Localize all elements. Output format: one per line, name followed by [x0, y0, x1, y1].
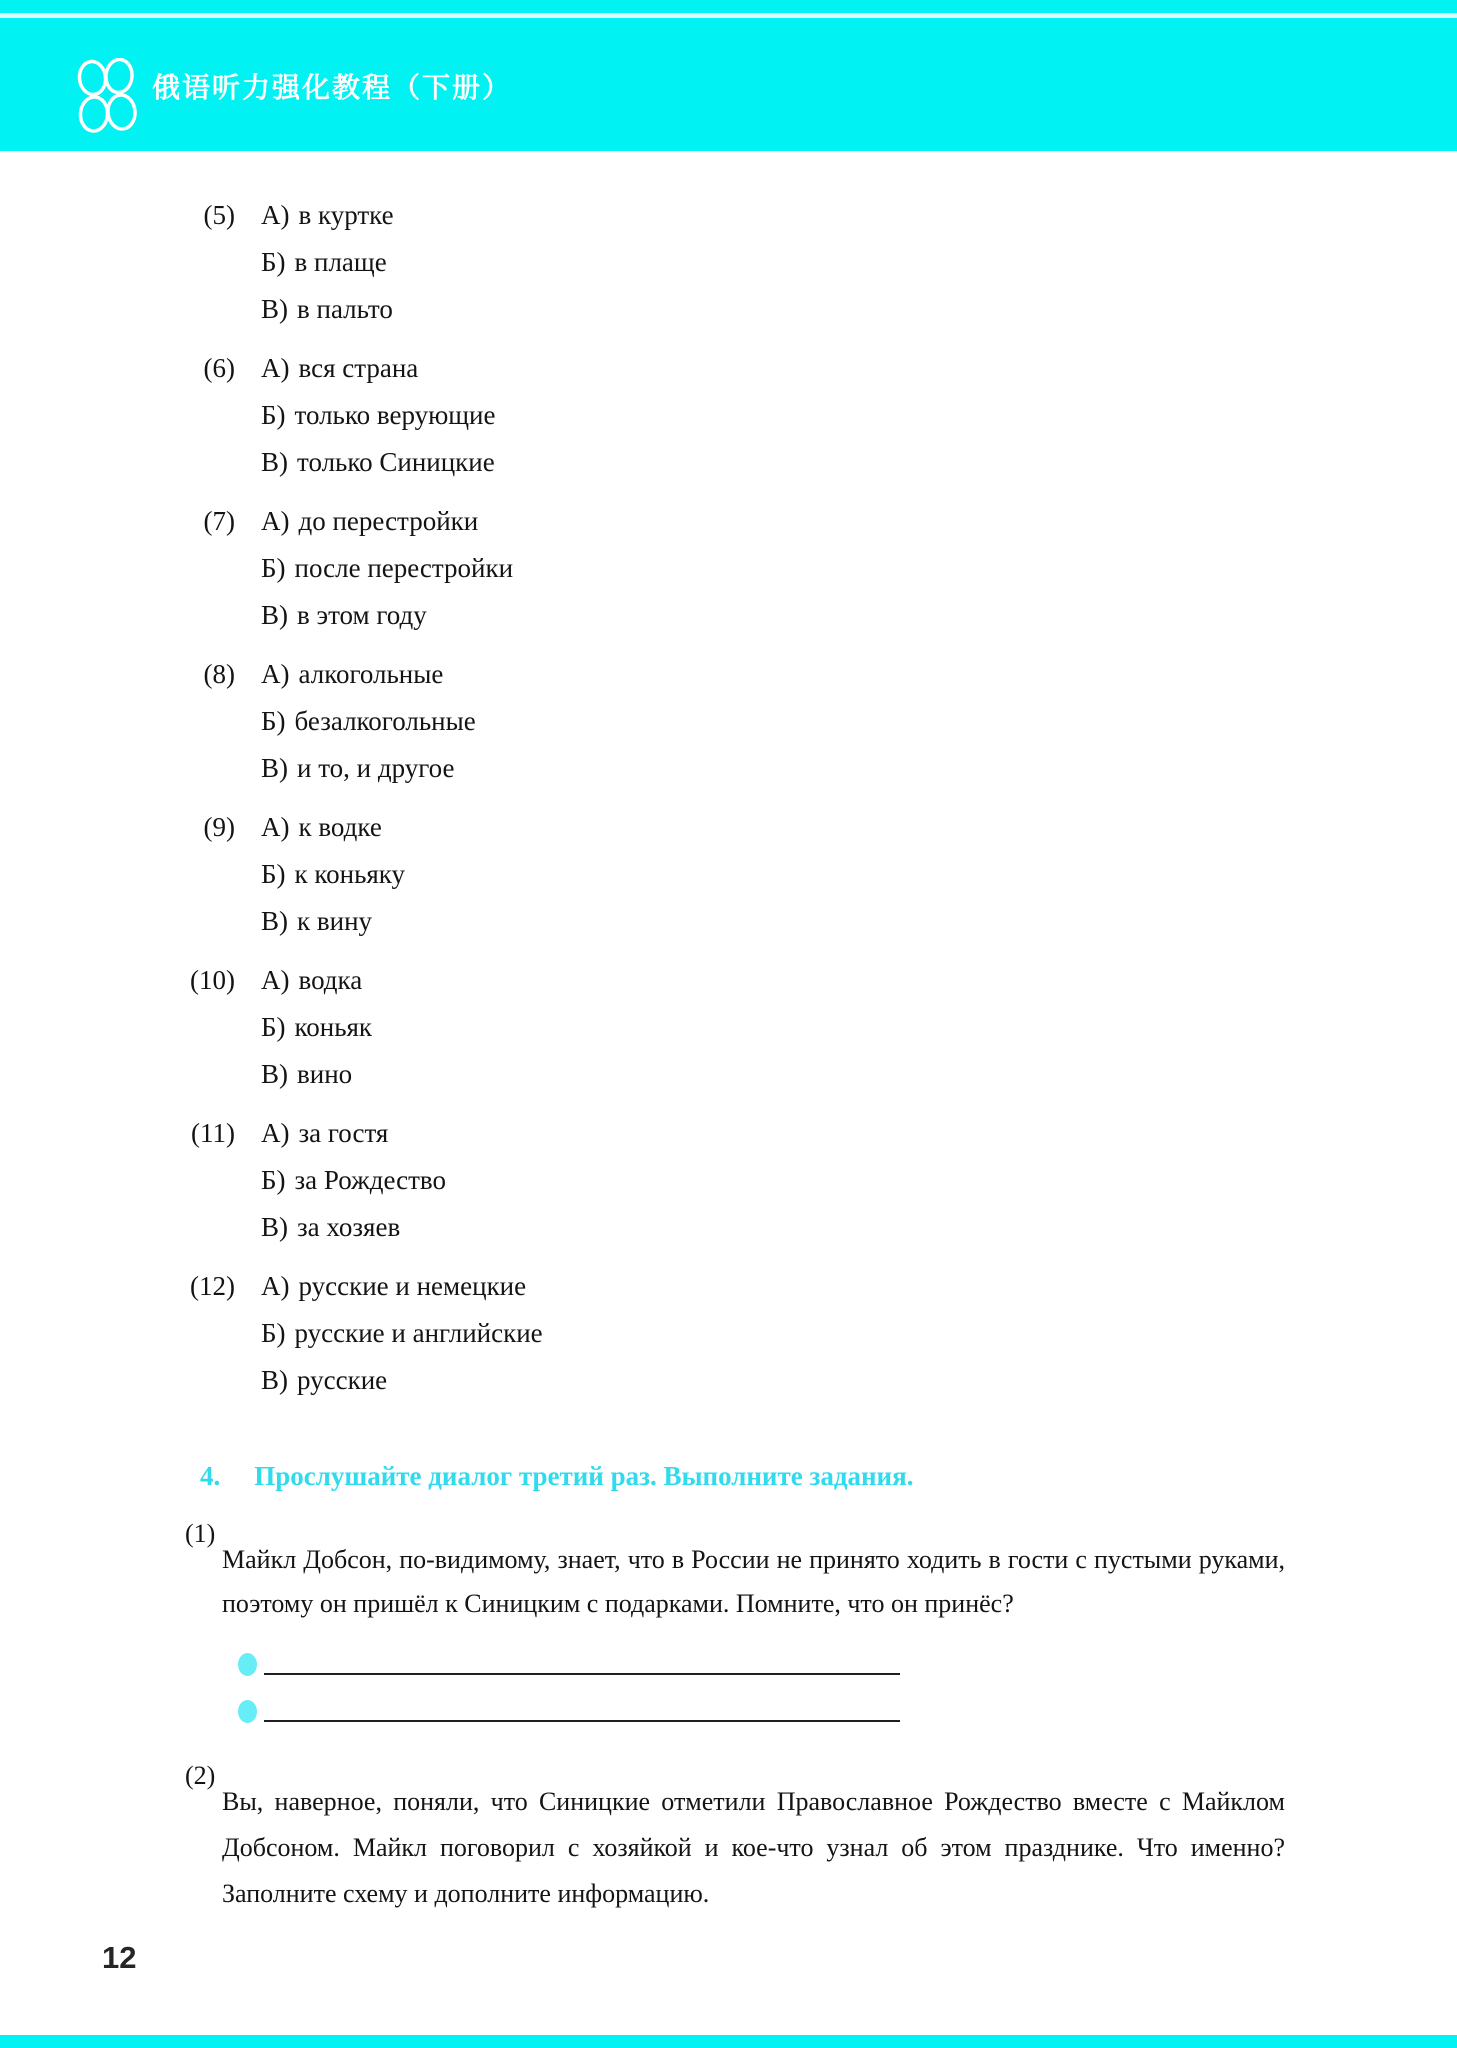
option-text: вино: [297, 1059, 353, 1089]
option-row: [261, 698, 476, 745]
item-text: Вы, наверное, поняли, что Синицкие отметили Православное Рождество вместе с Майклом Добсоном. Майкл поговорил с хозяйкой и кое-что узнал об этом празднике. Что именно? Заполните схему и дополните информацию.: [222, 1787, 1285, 1908]
option-label: В): [261, 600, 288, 630]
question-options: [261, 498, 513, 639]
question-options: [261, 1263, 543, 1404]
option-row: [261, 1110, 446, 1157]
option-row: [261, 1357, 543, 1404]
option-text: в пальто: [297, 294, 393, 324]
option-row: [261, 1310, 543, 1357]
option-row: [261, 439, 495, 486]
task-heading: [200, 1461, 913, 1492]
option-row: [261, 1004, 372, 1051]
option-label: В): [261, 1059, 288, 1089]
option-text: алкогольные: [298, 659, 444, 689]
item-number: (1): [185, 1519, 216, 1548]
option-label: Б): [261, 1318, 286, 1348]
option-text: только верующие: [294, 400, 496, 430]
option-row: [261, 345, 495, 392]
option-row: [261, 545, 513, 592]
option-label: А): [261, 965, 290, 995]
task-number: 4.: [200, 1461, 221, 1491]
option-row: [261, 957, 372, 1004]
option-label: Б): [261, 1012, 286, 1042]
option-text: за гостя: [298, 1118, 389, 1148]
option-text: русские: [297, 1365, 388, 1395]
publisher-logo-icon: [76, 58, 142, 140]
option-text: коньяк: [294, 1012, 373, 1042]
question-options: [261, 651, 476, 792]
option-text: русские и английские: [294, 1318, 543, 1348]
option-row: [261, 898, 405, 945]
question-options: [261, 804, 405, 945]
question-block: [0, 957, 543, 1098]
option-text: к водке: [298, 812, 382, 842]
option-label: А): [261, 1118, 290, 1148]
option-text: к коньяку: [294, 859, 406, 889]
option-row: [261, 651, 476, 698]
question-block: [0, 1263, 543, 1404]
bullet-icon: [238, 1653, 257, 1676]
question-block: [0, 651, 543, 792]
option-row: [261, 1263, 543, 1310]
option-text: за хозяев: [297, 1212, 401, 1242]
task-item-1: [185, 1512, 1285, 1652]
answer-row: [238, 1697, 900, 1744]
option-label: А): [261, 353, 290, 383]
option-text: в этом году: [297, 600, 427, 630]
option-text: до перестройки: [298, 506, 479, 536]
option-label: Б): [261, 706, 286, 736]
option-row: [261, 392, 495, 439]
option-label: А): [261, 200, 290, 230]
option-label: А): [261, 506, 290, 536]
task-item-2: [185, 1753, 1285, 1943]
option-label: В): [261, 753, 288, 783]
option-text: водка: [298, 965, 363, 995]
option-text: и то, и другое: [297, 753, 455, 783]
question-number: (12): [190, 1271, 235, 1301]
question-options: [261, 192, 394, 333]
option-row: [261, 239, 394, 286]
footer-bar: [0, 2035, 1457, 2048]
option-row: [261, 804, 405, 851]
question-number: (7): [203, 506, 235, 536]
answer-row: [238, 1650, 900, 1697]
option-label: Б): [261, 400, 286, 430]
question-block: [0, 192, 543, 333]
option-row: [261, 745, 476, 792]
book-title: 俄语听力强化教程（下册）: [152, 72, 513, 103]
option-label: В): [261, 1212, 288, 1242]
option-label: Б): [261, 553, 286, 583]
questions-list: [0, 192, 543, 1416]
option-text: вся страна: [298, 353, 419, 383]
answer-lines: [238, 1650, 900, 1744]
item-number: (2): [185, 1761, 216, 1790]
question-block: [0, 1110, 543, 1251]
option-text: в плаще: [294, 247, 387, 277]
answer-blank-line: [264, 1673, 900, 1675]
option-text: безалкогольные: [294, 706, 476, 736]
option-label: В): [261, 906, 288, 936]
page-number: 12: [102, 1940, 137, 1975]
question-number: (10): [190, 965, 235, 995]
question-number: (9): [203, 812, 235, 842]
option-row: [261, 1204, 446, 1251]
option-label: В): [261, 1365, 288, 1395]
option-label: А): [261, 659, 290, 689]
option-label: А): [261, 1271, 290, 1301]
item-text: Майкл Добсон, по-видимому, знает, что в России не принято ходить в гости с пустыми руками, поэтому он пришёл к Синицким с подарками. Помните, что он принёс?: [222, 1545, 1285, 1618]
option-row: [261, 498, 513, 545]
question-block: [0, 345, 543, 486]
option-text: в куртке: [298, 200, 394, 230]
option-row: [261, 192, 394, 239]
option-label: А): [261, 812, 290, 842]
option-row: [261, 592, 513, 639]
question-block: [0, 498, 543, 639]
bullet-icon: [238, 1700, 257, 1723]
option-row: [261, 1157, 446, 1204]
option-label: В): [261, 447, 288, 477]
option-text: русские и немецкие: [298, 1271, 527, 1301]
option-label: Б): [261, 1165, 286, 1195]
question-options: [261, 345, 495, 486]
option-label: Б): [261, 859, 286, 889]
question-number: (11): [191, 1118, 235, 1148]
option-row: [261, 851, 405, 898]
question-block: [0, 804, 543, 945]
option-row: [261, 286, 394, 333]
question-options: [261, 1110, 446, 1251]
question-number: (8): [203, 659, 235, 689]
option-text: после перестройки: [294, 553, 514, 583]
option-label: В): [261, 294, 288, 324]
question-number: (5): [203, 200, 235, 230]
header-bar: [0, 0, 1457, 151]
option-row: [261, 1051, 372, 1098]
option-text: только Синицкие: [297, 447, 495, 477]
option-text: за Рождество: [294, 1165, 446, 1195]
question-number: (6): [203, 353, 235, 383]
task-title: Прослушайте диалог третий раз. Выполните задания.: [254, 1461, 914, 1491]
answer-blank-line: [264, 1720, 900, 1722]
header-stripe: [0, 13, 1457, 18]
option-text: к вину: [297, 906, 373, 936]
question-options: [261, 957, 372, 1098]
option-label: Б): [261, 247, 286, 277]
